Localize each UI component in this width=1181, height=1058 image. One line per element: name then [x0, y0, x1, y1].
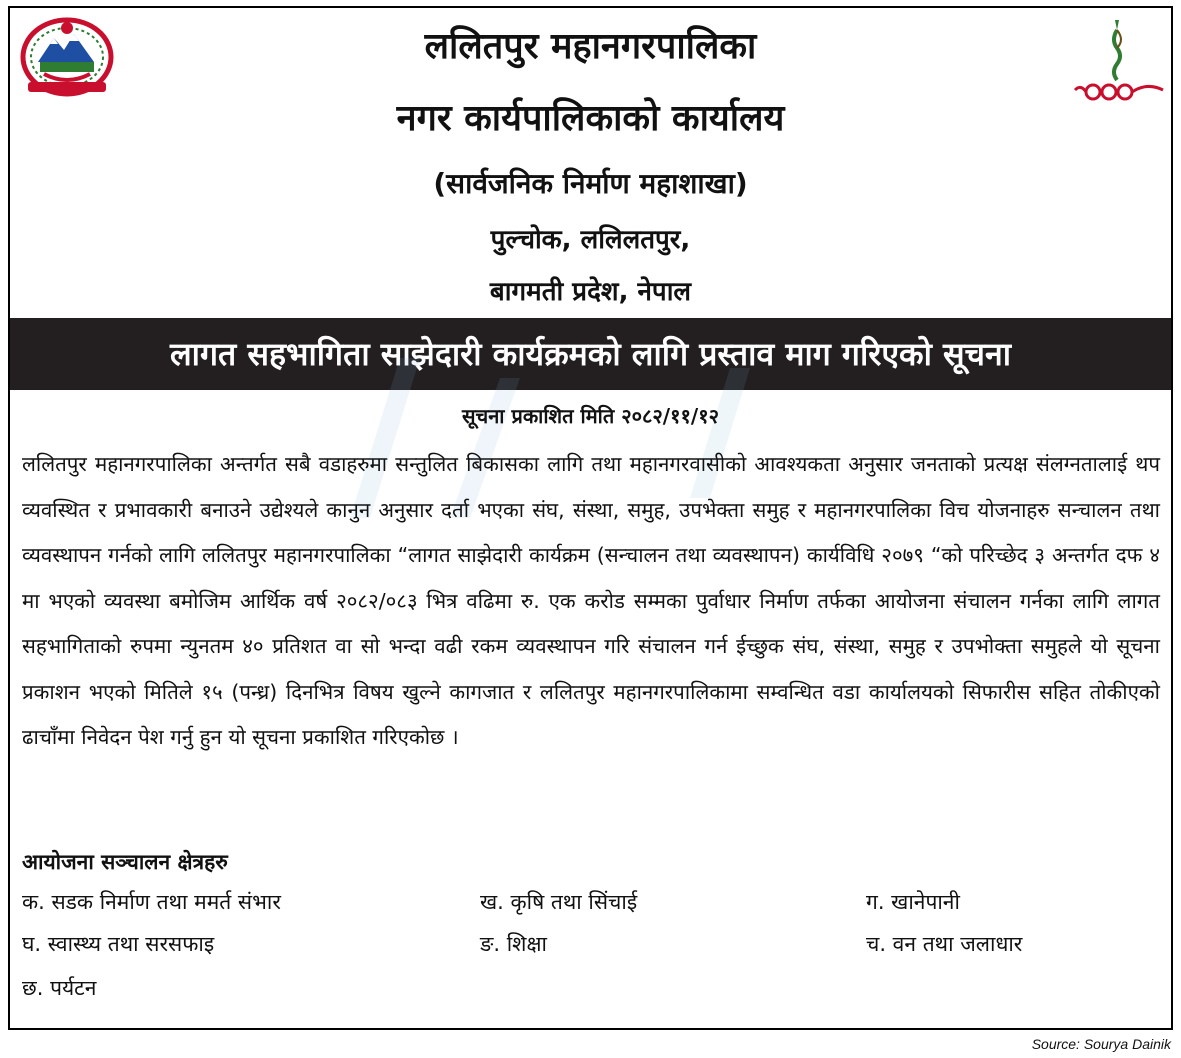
notice-heading-banner: लागत सहभागिता साझेदारी कार्यक्रमको लागि प्रस्ताव माग गरिएको सूचना — [10, 318, 1171, 390]
area-item-education: ङ. शिक्षा — [480, 932, 547, 956]
area-item-forest: च. वन तथा जलाधार — [866, 932, 1023, 956]
source-credit: Source: Sourya Dainik — [1031, 1036, 1171, 1052]
area-item-road: क. सडक निर्माण तथा ममर्त संभार — [22, 890, 281, 914]
address-line: पुल्चोक, ललिलतपुर, — [490, 225, 691, 255]
notice-frame — [8, 6, 1173, 1030]
office-title: नगर कार्यपालिकाको कार्यालय — [396, 98, 785, 139]
area-item-water-supply: ग. खानेपानी — [866, 890, 960, 914]
area-item-agriculture: ख. कृषि तथा सिंचाई — [480, 890, 638, 914]
division-title: (सार्वजनिक निर्माण महाशाखा) — [433, 167, 748, 200]
area-item-tourism: छ. पर्यटन — [22, 976, 97, 1000]
province-line: बागमती प्रदेश, नेपाल — [489, 277, 692, 307]
notice-body: ललितपुर महानगरपालिका अन्तर्गत सबै वडाहरुमा सन्तुलित बिकासका लागि तथा महानगरवासीको आवश्यकता अनुसार जनताको प्रत्यक्ष संलग्नतालाई थप व्यवस्थित र प्रभावकारी बनाउने उद्येश्यले कानुन अनुसार दर्ता भएका संघ, संस्था, समुह, उपभेक्ता समुह र महानगरपालिका विच योजनाहरु सन्चालन तथा व्यवस्थापन गर्नको लागि ललितपुर महानगरपालिका “लागत साझेदारी कार्यक्रम (सन्चालन तथा व्यवस्थापन) कार्यविधि २०७९ “को परिच्छेद ३ अन्तर्गत दफ ४ मा भएको व्यवस्था बमोजिम आर्थिक वर्ष २०८२/०८३ भित्र वढिमा रु. एक करोड सम्मका पुर्वाधार निर्माण तर्फका आयोजना संचालन गर्नका लागि लागत सहभागिताको रुपमा न्युनतम ४० प्रतिशत वा सो भन्दा वढी रकम व्यवस्थापन गरि संचालन गर्न ईच्छुक संघ, संस्था, समुह र उपभोक्ता समुहले यो सूचना प्रकाशन भएको मितिले १५ (पन्ध्र) दिनभित्र विषय खुल्ने कागजात र ललितपुर महानगरपालिकामा सम्वन्धित वडा कार्यालयको सिफारीस सहित तोकीएको ढाचाँमा निवेदन पेश गर्नु हुन यो सूचना प्रकाशित गरिएकोछ । — [22, 452, 1160, 749]
municipality-title: ललितपुर महानगरपालिका — [424, 26, 757, 67]
publication-date: सूचना प्रकाशित मिति २०८२/११/१२ — [461, 404, 720, 428]
project-areas-heading: आयोजना सञ्चालन क्षेत्रहरु — [22, 850, 228, 874]
area-item-health: घ. स्वास्थ्य तथा सरसफाइ — [22, 932, 215, 956]
